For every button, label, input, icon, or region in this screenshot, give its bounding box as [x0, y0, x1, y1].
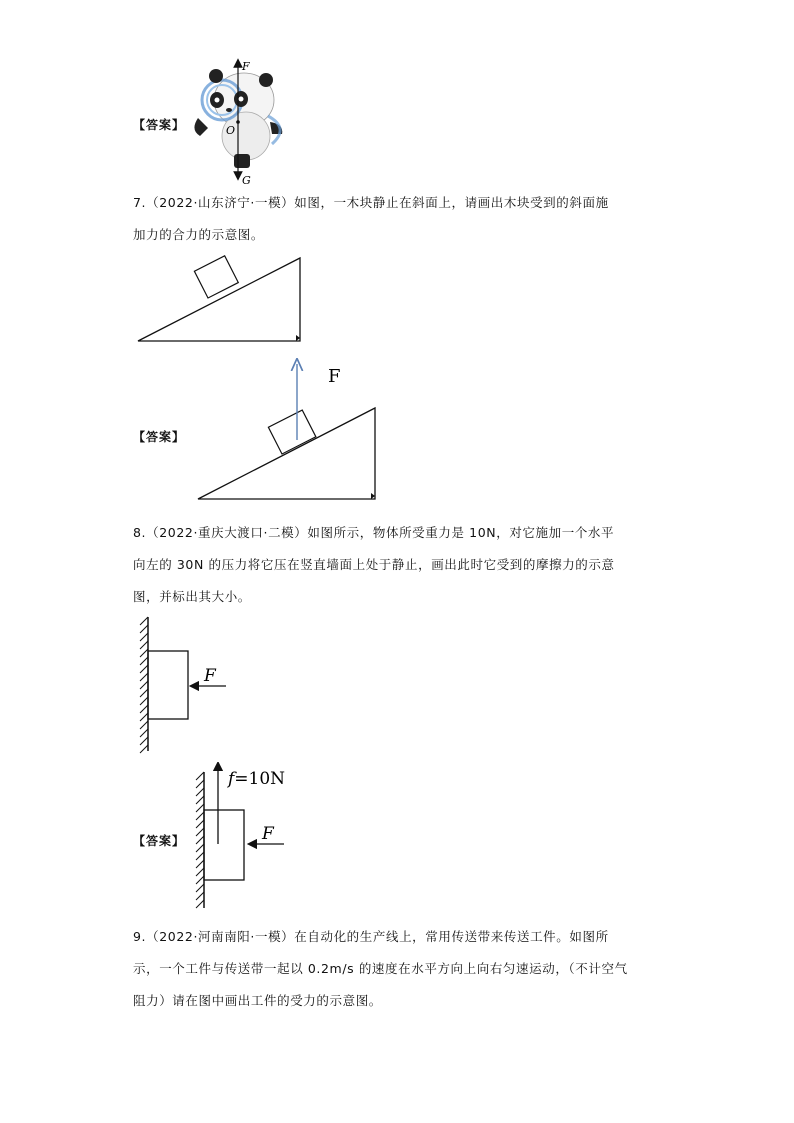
label-friction	[226, 769, 285, 789]
label-F-q8-answer: F	[262, 824, 274, 844]
question-8-line-3: 图，并标出其大小。	[133, 589, 251, 604]
panda-force-figure	[186, 58, 296, 188]
wall-block-figure	[136, 615, 246, 755]
answer-label-q6: 【答案】	[133, 118, 186, 132]
label-O: O	[226, 124, 236, 137]
question-8-line-1: 8.（2022·重庆大渡口·二模）如图所示，物体所受重力是 10N，对它施加一个水平	[133, 525, 615, 540]
question-9-line-1: 9.（2022·河南南阳·一模）在自动化的生产线上，常用传送带来传送工件。如图所	[133, 929, 609, 944]
question-9	[133, 921, 673, 1017]
incline-answer-figure	[190, 358, 390, 508]
question-9-line-3: 阻力）请在图中画出工件的受力的示意图。	[133, 993, 382, 1008]
label-F-answer: F	[328, 366, 341, 387]
answer-label-q8: 【答案】	[133, 834, 186, 848]
question-9-line-2: 示，一个工件与传送带一起以 0.2m/s 的速度在水平方向上向右匀速运动，（不计空气	[133, 961, 628, 976]
label-F: F	[242, 60, 250, 73]
incline-figure	[130, 250, 310, 350]
label-G: G	[242, 174, 251, 187]
question-8	[133, 517, 673, 613]
label-F-q8: F	[204, 666, 216, 686]
question-7-line-1: 7.（2022·山东济宁·一模）如图，一木块静止在斜面上，请画出木块受到的斜面施	[133, 195, 609, 210]
label-friction-value: =10N	[234, 769, 286, 789]
answer-label-q7: 【答案】	[133, 430, 186, 444]
question-8-line-2: 向左的 30N 的压力将它压在竖直墙面上处于静止，画出此时它受到的摩擦力的示意	[133, 557, 615, 572]
question-7	[133, 187, 673, 251]
wall-block-answer-figure	[192, 762, 332, 912]
label-friction-f: f	[228, 769, 235, 789]
question-7-line-2: 加力的合力的示意图。	[133, 227, 265, 242]
